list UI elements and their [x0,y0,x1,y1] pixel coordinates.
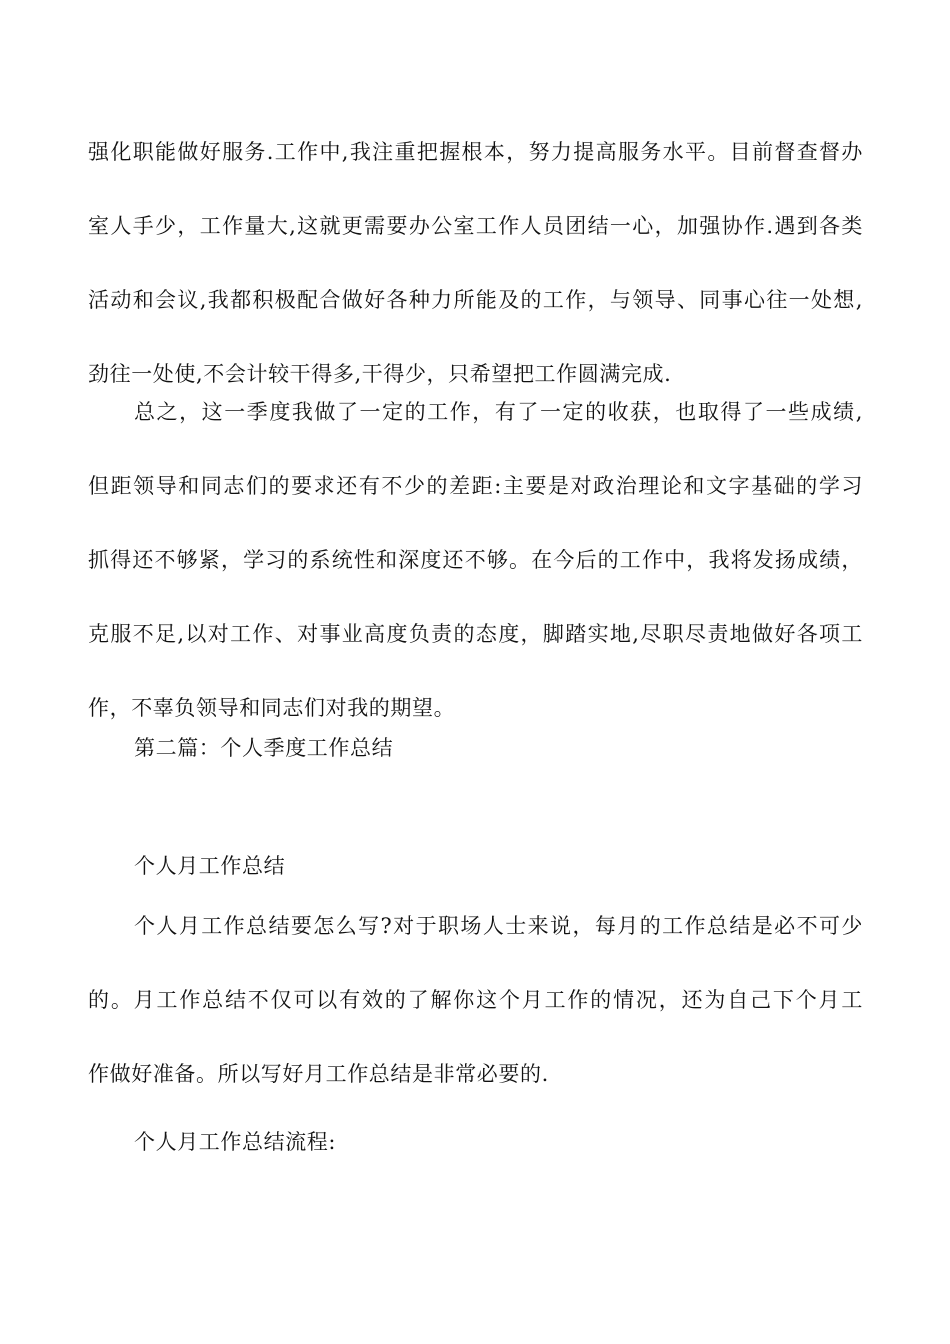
paragraph-line: 但距领导和同志们的要求还有不少的差距:主要是对政治理论和文字基础的学习 [88,474,863,498]
paragraph-line: 强化职能做好服务.工作中,我注重把握根本，努力提高服务水平。目前督查督办 [88,140,863,164]
paragraph-line: 克服不足,以对工作、对事业高度负责的态度，脚踏实地,尽职尽责地做好各项工 [88,622,863,646]
paragraph-line: 抓得还不够紧，学习的系统性和深度还不够。在今后的工作中，我将发扬成绩， [88,548,863,572]
paragraph-line: 的。月工作总结不仅可以有效的了解你这个月工作的情况，还为自己下个月工 [88,988,863,1012]
section-heading: 第二篇：个人季度工作总结 [134,736,394,760]
paragraph-line: 劲往一处使,不会计较干得多,干得少，只希望把工作圆满完成. [88,362,672,386]
section-subheading: 个人月工作总结流程: [134,1130,337,1154]
paragraph-line: 室人手少，工作量大,这就更需要办公室工作人员团结一心，加强协作.遇到各类 [88,214,863,238]
paragraph-line: 个人月工作总结要怎么写?对于职场人士来说，每月的工作总结是必不可少 [134,914,863,938]
paragraph-line: 活动和会议,我都积极配合做好各种力所能及的工作，与领导、同事心往一处想, [88,288,863,312]
paragraph-line: 作，不辜负领导和同志们对我的期望。 [88,696,456,720]
paragraph-line: 作做好准备。所以写好月工作总结是非常必要的. [88,1062,549,1086]
section-subheading: 个人月工作总结 [134,854,286,878]
paragraph-line: 总之，这一季度我做了一定的工作，有了一定的收获，也取得了一些成绩, [134,400,863,424]
